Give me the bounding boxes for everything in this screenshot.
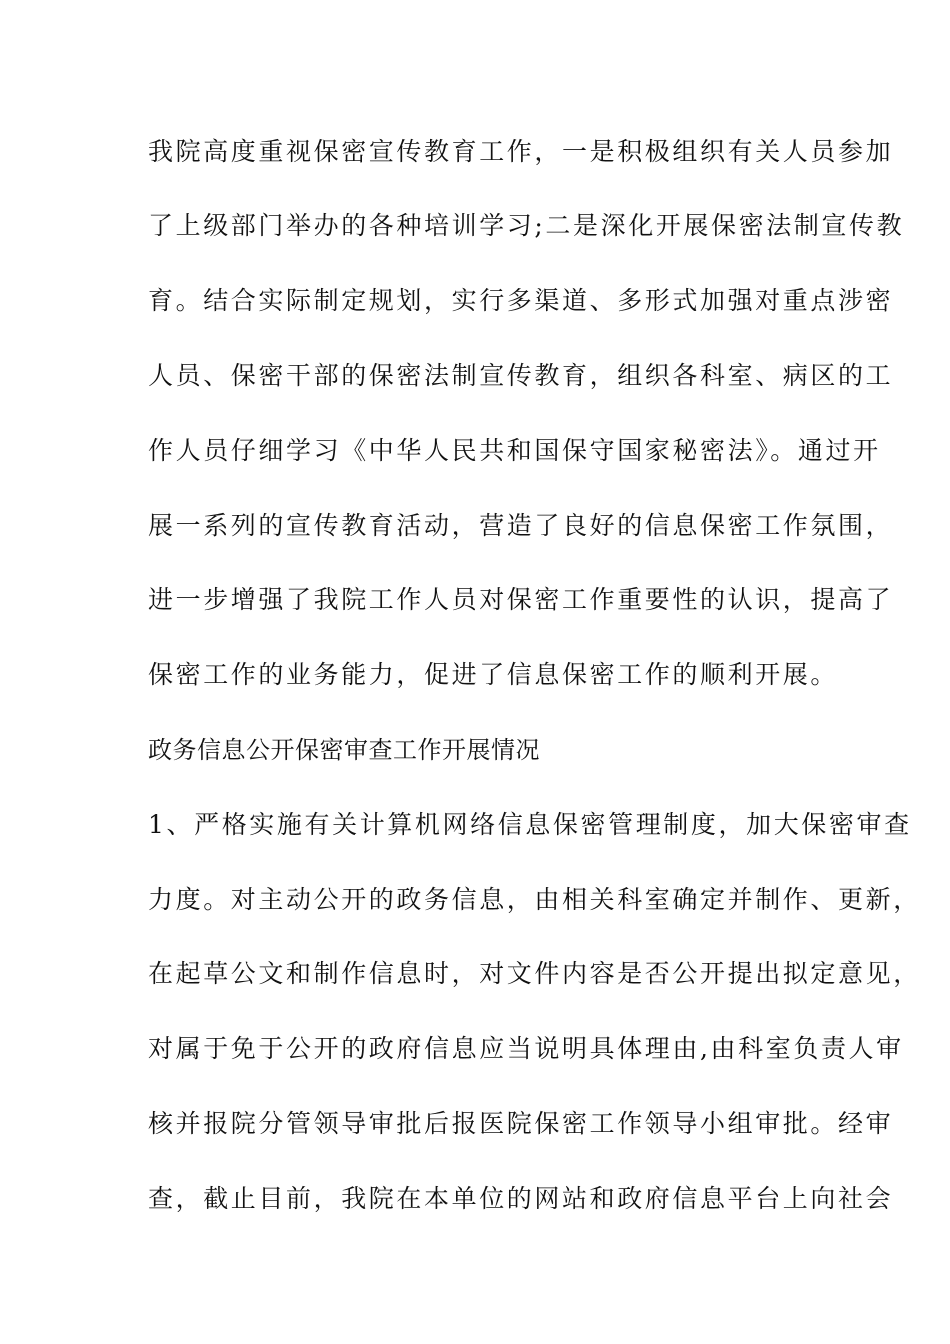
paragraph-line: 我院高度重视保密宣传教育工作，一是积极组织有关人员参加 xyxy=(148,137,894,166)
paragraph-line: 查，截止目前，我院在本单位的网站和政府信息平台上向社会 xyxy=(148,1184,894,1213)
paragraph-line: 作人员仔细学习《中华人民共和国保守国家秘密法》。通过开 xyxy=(148,436,881,465)
paragraph-line: 了上级部门举办的各种培训学习;二是深化开展保密法制宣传教 xyxy=(148,211,905,240)
paragraph-line: 育。结合实际制定规划，实行多渠道、多形式加强对重点涉密 xyxy=(148,286,894,315)
paragraph-line: 力度。对主动公开的政务信息，由相关科室确定并制作、更新， xyxy=(148,885,921,914)
paragraph-line: 核并报院分管领导审批后报医院保密工作领导小组审批。经审 xyxy=(148,1109,894,1138)
paragraph-line: 人员、保密干部的保密法制宣传教育，组织各科室、病区的工 xyxy=(148,361,894,390)
paragraph-line: 在起草公文和制作信息时，对文件内容是否公开提出拟定意见， xyxy=(148,959,921,988)
paragraph-line: 进一步增强了我院工作人员对保密工作重要性的认识，提高了 xyxy=(148,585,894,614)
paragraph-line: 保密工作的业务能力，促进了信息保密工作的顺利开展。 xyxy=(148,660,839,689)
paragraph-line: 1、严格实施有关计算机网络信息保密管理制度，加大保密审查 xyxy=(148,810,912,839)
paragraph-line: 展一系列的宣传教育活动，营造了良好的信息保密工作氛围， xyxy=(148,511,894,540)
section-heading: 政务信息公开保密审查工作开展情况 xyxy=(148,736,540,764)
paragraph-line: 对属于免于公开的政府信息应当说明具体理由,由科室负责人审 xyxy=(148,1034,904,1063)
